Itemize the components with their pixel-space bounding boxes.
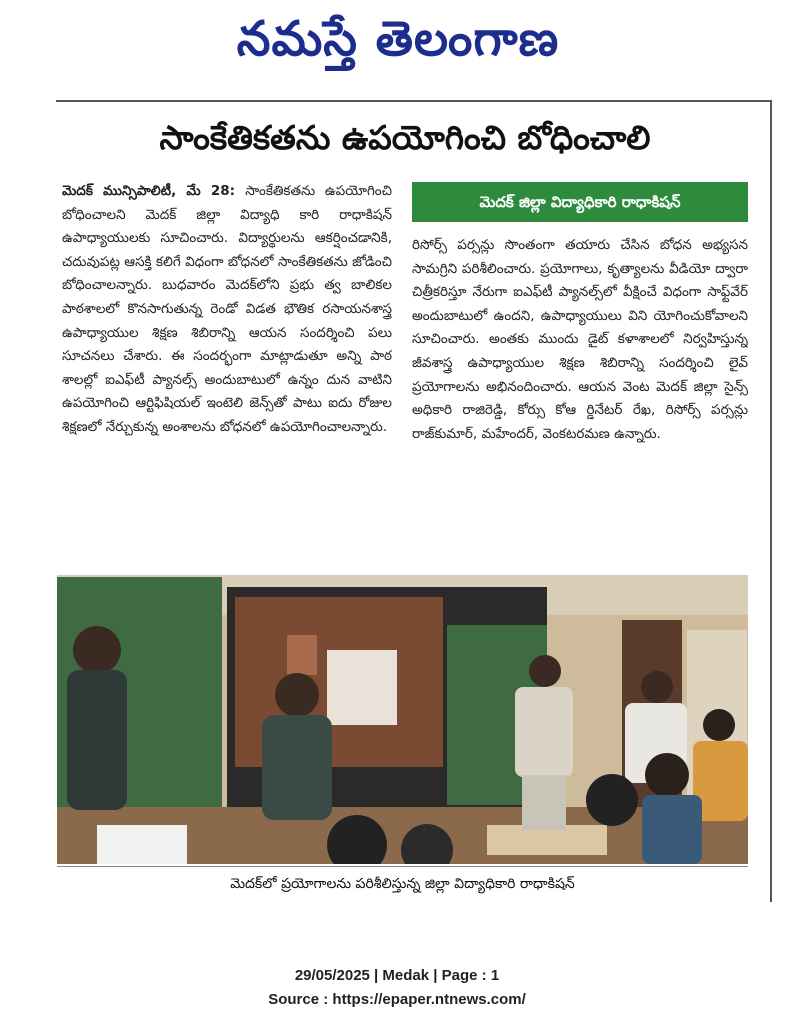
article-left-text: సాంకేతికతను ఉపయోగించి బోధించాలని మెదక్ జిల్లా విద్యాధి కారి రాధాకిషన్ ఉపాధ్యాయులకు సూచించారు. విద్యార్థులను ఆకర్షించడానికి, చదువుపట్ల ఆసక్తి కలిగే విధంగా బోధనలో సాంకేతికతను జోడించి బోధించాలన్నారు. బుధవారం మెదక్‌లోని ప్రభు త్వ బాలికల పాఠశాలలో కొనసాగుతున్న రెండో విడత భౌతిక రసాయనశాస్త్ర ఉపాధ్యాయుల శిక్షణ శిబిరాన్ని ఆయన సందర్శించి పలు సూచనలు చేశారు. ఈ సందర్భంగా మాట్లాడుతూ అన్ని పాఠ శాలల్లో ఐఎఫ్‌టీ ప్యానల్స్ అందుబాటులో ఉన్నం దున వాటిని ఉపయోగించి ఆర్టిఫిషియల్ ఇంటెలి జెన్స్‌తో పాటు ఐదు రోజుల శిక్షణలో నేర్చుకున్న అంశాలను బోధనలో ఉపయోగించాలన్నారు. — [62, 183, 392, 435]
article-subhead: మెదక్ జిల్లా విద్యాధికారి రాధాకిషన్ — [412, 182, 748, 222]
classroom-photo-illustration — [57, 575, 748, 864]
source-link[interactable]: Source : https://epaper.ntnews.com/ — [268, 991, 526, 1008]
article-headline: సాంకేతికతను ఉపయోగించి బోధించాలి — [159, 118, 651, 157]
photo-caption: మెదక్‌లో ప్రయోగాలను పరిశీలిస్తున్న జిల్లా విద్యాధికారి రాధాకిషన్ — [57, 866, 748, 901]
article-left-column — [62, 180, 392, 558]
article-right-text: రిసోర్స్ పర్సన్లు సొంతంగా తయారు చేసిన బోధన అభ్యసన సామగ్రిని పరిశీలించారు. ప్రయోగాలు, కృత్యాలను వీడియో ద్వారా చిత్రీకరిస్తూ నేరుగా ఐఎఫ్‌టీ ప్యానల్స్‌లో వీక్షించే విధంగా సాఫ్ట్‌వేర్ అందుబాటులో ఉందని, ఉపాధ్యాయులు విని యోగించుకోవాలని సూచించారు. అంతకు ముందు డైట్ కళాశాలలో నిర్వహిస్తున్న జీవశాస్త్ర ఉపాధ్యాయుల శిక్షణ శిబిరాన్ని సందర్శించి లైవ్ ప్రయోగాలను అభినందించారు. ఆయన వెంట మెదక్ జిల్లా సైన్స్ అధికారి రాజిరెడ్డి, కోర్సు కోఆ ర్డినేటర్ రేఖ, రిసోర్స్ పర్సన్లు రాజ్‌కుమార్, మహేందర్, వెంకటరమణ ఉన్నారు. — [412, 237, 748, 442]
article-photo — [57, 575, 748, 864]
article-right-column — [412, 234, 748, 558]
newspaper-masthead: నమస్తే తెలంగాణ — [236, 11, 560, 67]
article-dateline: మెదక్ మున్సిపాలిటీ, మే 28: — [62, 183, 246, 199]
edition-info: 29/05/2025 | Medak | Page : 1 — [294, 967, 500, 984]
